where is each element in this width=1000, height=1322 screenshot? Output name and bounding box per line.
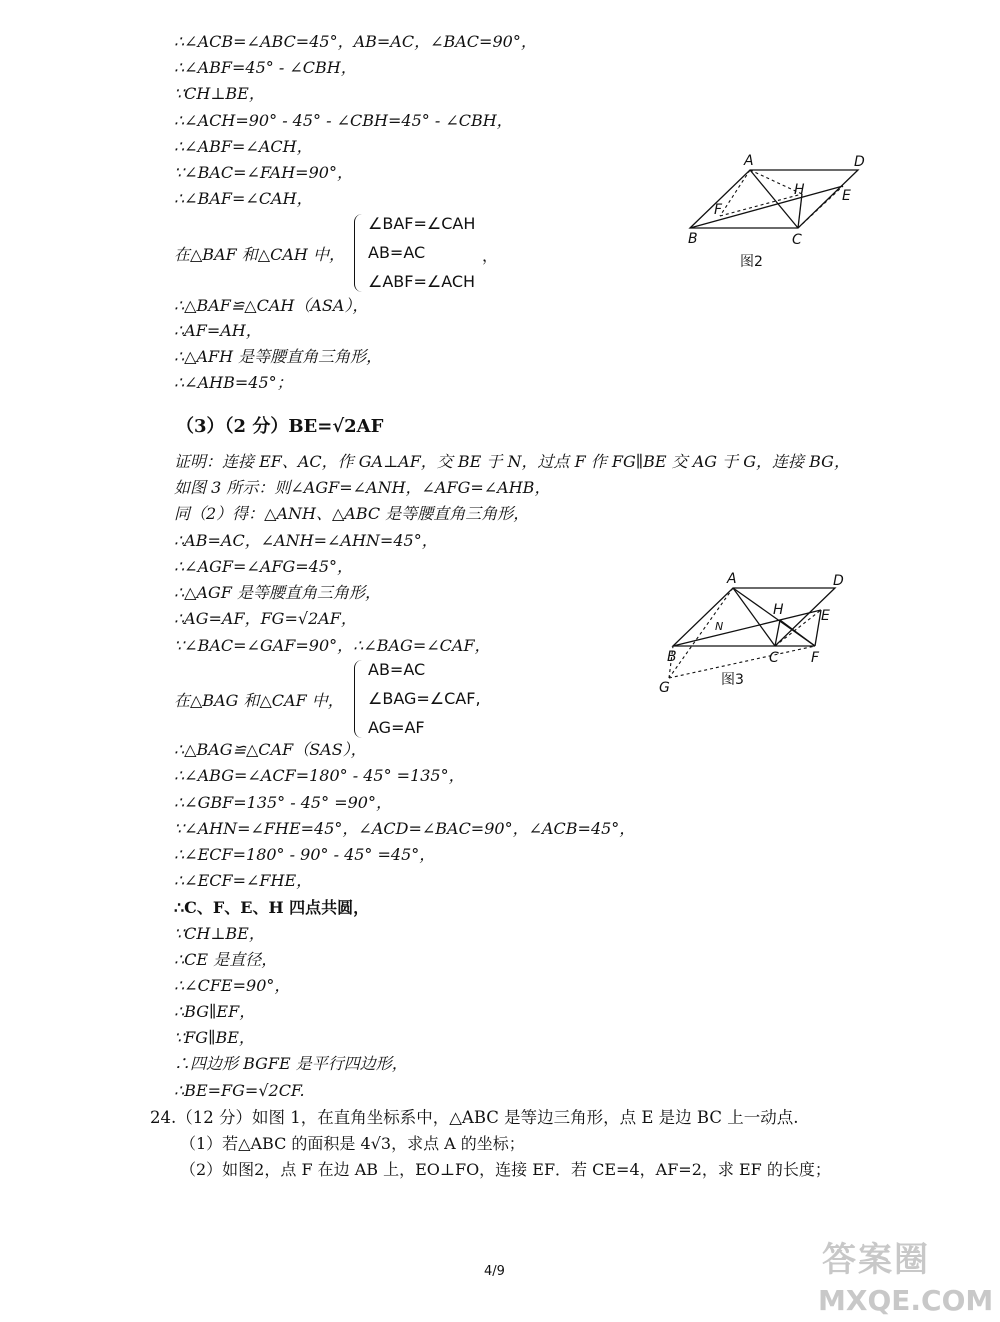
proof-line: ∵CH⊥BE， xyxy=(174,84,265,103)
proof-line: 证明：连接 EF、AC，作 GA⊥AF，交 BE 于 N，过点 F 作 FG∥BE 交 AG 于 G，连接 BG， xyxy=(174,452,850,471)
figure-3-caption: 图3 xyxy=(721,672,744,688)
part3-heading: （3）（2 分）BE=√2AF xyxy=(176,416,384,437)
proof-line: ∴∠BAF=∠CAH， xyxy=(174,189,313,208)
proof-line: ∵∠BAC=∠FAH=90°， xyxy=(174,163,353,182)
point-label-n: N xyxy=(715,620,724,633)
proof-line: ∴∠GBF=135° - 45° =90°， xyxy=(174,793,392,812)
brace-tail: ， xyxy=(482,246,499,265)
question-24-title: 24.（12 分）如图 1，在直角坐标系中，△ABC 是等边三角形，点 E 是边 BC 上一动点. xyxy=(150,1108,799,1127)
proof-line: ∴∠ACB=∠ABC=45°，AB=AC，∠BAC=90°， xyxy=(174,32,537,51)
proof-line: ∵CH⊥BE， xyxy=(174,924,265,943)
proof-line: ∴BG∥EF， xyxy=(174,1002,256,1021)
point-label-c: C xyxy=(769,650,779,666)
point-label-e: E xyxy=(842,188,851,204)
point-label-h: H xyxy=(794,182,805,198)
proof-line: ∵∠AHN=∠FHE=45°，∠ACD=∠BAC=90°，∠ACB=45°， xyxy=(174,819,636,838)
figure-3 xyxy=(655,568,855,698)
proof-line: ∴∠AGF=∠AFG=45°， xyxy=(174,557,354,576)
point-label-f: F xyxy=(714,202,723,218)
point-label-a: A xyxy=(744,153,754,169)
watermark-url: MXQE.COM xyxy=(818,1284,994,1317)
point-label-b: B xyxy=(688,231,698,247)
point-label-d: D xyxy=(833,573,844,589)
proof-line: ∴∠AHB=45°； xyxy=(174,373,293,392)
proof-line: ∴∠ABF=45° - ∠CBH， xyxy=(174,58,357,77)
page-number: 4/9 xyxy=(484,1264,505,1279)
point-label-d: D xyxy=(854,154,865,170)
proof-line: ∵∠BAC=∠GAF=90°，∴∠BAG=∠CAF， xyxy=(174,636,491,655)
proof-line: ∴AF=AH， xyxy=(174,321,262,340)
brace-symbol xyxy=(354,214,363,292)
point-label-b: B xyxy=(667,649,677,665)
figure-2 xyxy=(680,150,880,275)
proof-line: ∴AB=AC，∠ANH=∠AHN=45°， xyxy=(174,531,438,550)
segment-ch xyxy=(798,194,802,228)
segment-be xyxy=(673,610,821,646)
proof-line: ∴△BAG≌△CAF（SAS）， xyxy=(174,740,367,759)
proof-line: ∴CE 是直径， xyxy=(174,950,278,969)
proof-line: ∴∠ABF=∠ACH， xyxy=(174,137,313,156)
proof-line: ∴∠ECF=180° - 90° - 45° =45°， xyxy=(174,845,436,864)
proof-line: 同（2）得：△ANH、△ABC 是等腰直角三角形， xyxy=(174,504,530,523)
brace-item: ∠BAF=∠CAH xyxy=(368,214,476,233)
point-label-g: G xyxy=(659,680,670,696)
brace-symbol xyxy=(354,660,363,738)
proof-line: ∴AG=AF，FG=√2AF， xyxy=(174,609,357,628)
brace-item: AB=AC xyxy=(368,660,426,679)
question-24-part2: （2）如图2，点 F 在边 AB 上，EO⊥FO，连接 EF．若 CE=4，AF=2，求 EF 的长度； xyxy=(180,1160,831,1179)
point-label-c: C xyxy=(792,232,802,248)
watermark-logo-text: 答案圈 xyxy=(822,1240,930,1280)
proof-line: ∴∠ACH=90° - 45° - ∠CBH=45° - ∠CBH， xyxy=(174,111,513,130)
proof-line-bold: ∴C、F、E、H 四点共圆， xyxy=(174,898,370,917)
brace-item: AG=AF xyxy=(368,718,425,737)
brace-item: ∠BAG=∠CAF, xyxy=(368,689,481,708)
brace-label: 在△BAF 和△CAH 中， xyxy=(174,245,345,264)
proof-line: ∴△AGF 是等腰直角三角形， xyxy=(174,583,382,602)
brace-label: 在△BAG 和△CAF 中， xyxy=(174,691,344,710)
proof-line: ∴四边形 BGFE 是平行四边形， xyxy=(174,1054,408,1073)
segment-ag xyxy=(669,588,733,678)
proof-line: ∴∠ECF=∠FHE， xyxy=(174,871,313,890)
proof-line: ∴∠ABG=∠ACF=180° - 45° =135°， xyxy=(174,766,465,785)
proof-line: ∵FG∥BE， xyxy=(174,1028,255,1047)
brace-item: AB=AC xyxy=(368,243,426,262)
question-24-part1: （1）若△ABC 的面积是 4√3，求点 A 的坐标； xyxy=(180,1134,525,1153)
segment-ac xyxy=(750,170,798,228)
point-label-e: E xyxy=(821,608,830,624)
point-label-h: H xyxy=(773,602,784,618)
brace-item: ∠ABF=∠ACH xyxy=(368,272,476,291)
figure-2-caption: 图2 xyxy=(740,254,763,270)
proof-line: ∴△AFH 是等腰直角三角形， xyxy=(174,347,383,366)
proof-line: ∴△BAF≌△CAH（ASA）， xyxy=(174,296,369,315)
proof-line: 如图 3 所示：则∠AGF=∠ANH，∠AFG=∠AHB， xyxy=(174,478,551,497)
segment-ac xyxy=(733,588,775,646)
proof-line: ∴∠CFE=90°， xyxy=(174,976,291,995)
point-label-f: F xyxy=(811,650,820,666)
point-label-a: A xyxy=(727,571,737,587)
proof-line: ∴BE=FG=√2CF. xyxy=(174,1081,305,1100)
